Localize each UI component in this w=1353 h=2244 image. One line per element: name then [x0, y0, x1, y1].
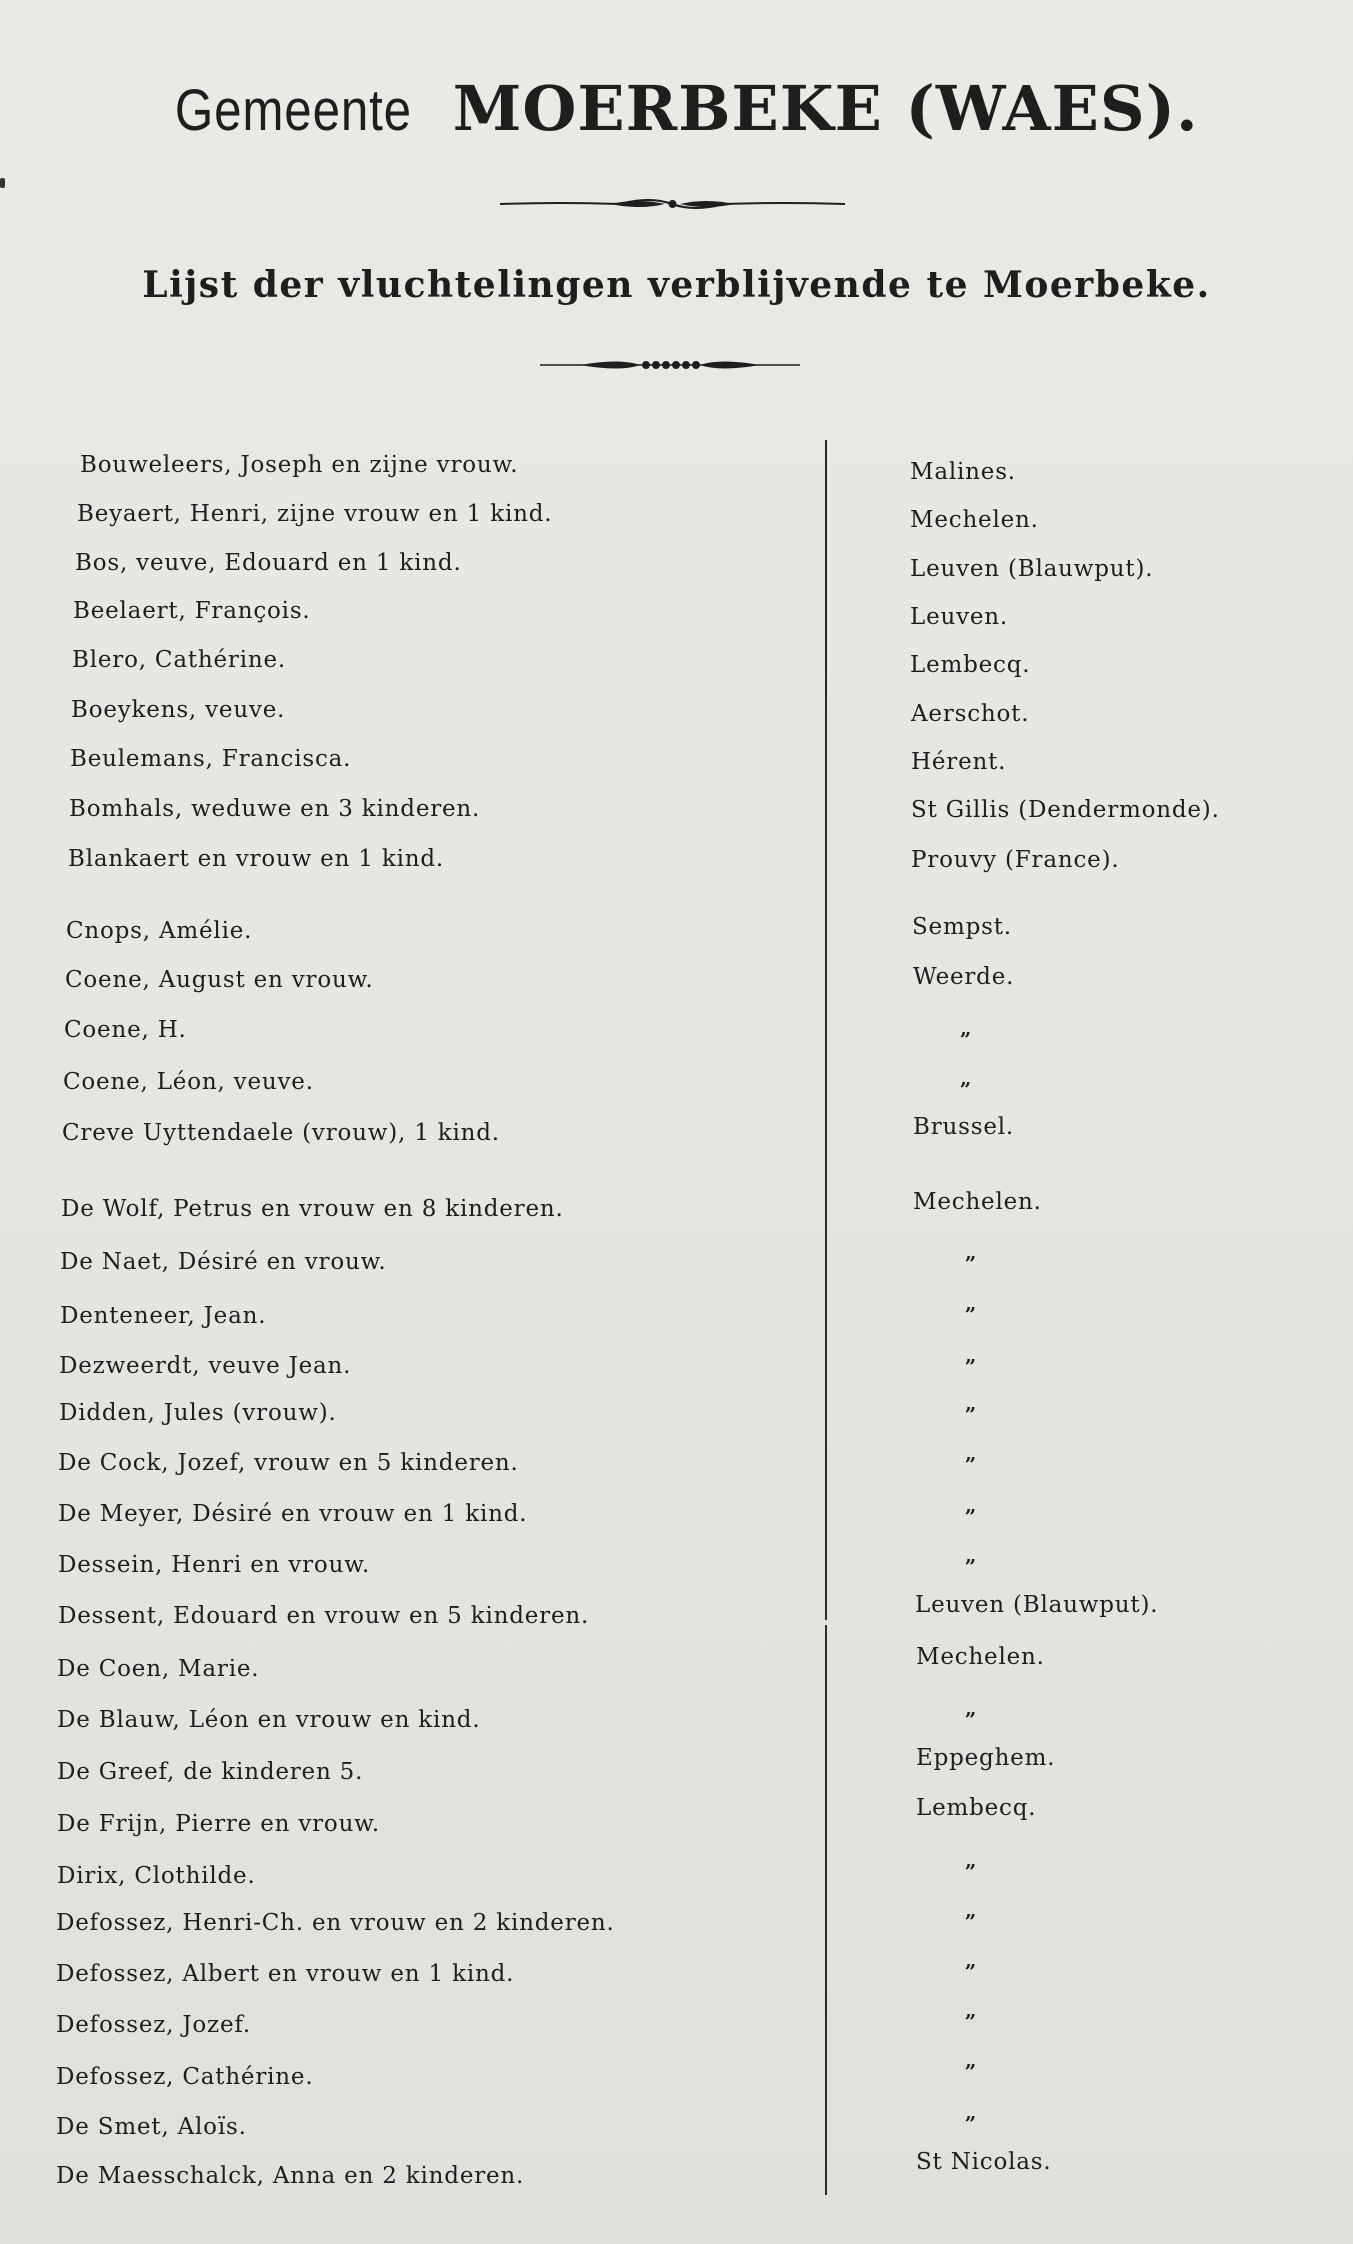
- refugee-name: Bouweleers, Joseph en zijne vrouw.: [80, 452, 519, 478]
- beaded-rule-icon: [540, 353, 800, 377]
- origin-place: Aerschot.: [911, 701, 1030, 727]
- origin-place: Eppeghem.: [916, 1745, 1056, 1771]
- origin-place: Lembecq.: [916, 1795, 1037, 1821]
- refugee-name: De Wolf, Petrus en vrouw en 8 kinderen.: [61, 1196, 564, 1222]
- ditto-mark: „: [965, 1240, 978, 1264]
- refugee-name: De Greef, de kinderen 5.: [57, 1759, 364, 1785]
- refugee-name: Boeykens, veuve.: [71, 697, 286, 723]
- refugee-name: Coene, H.: [64, 1017, 187, 1043]
- origin-place: Hérent.: [911, 749, 1007, 775]
- origin-place: Brussel.: [913, 1114, 1014, 1140]
- refugee-name: Beulemans, Francisca.: [70, 746, 352, 772]
- ditto-mark: „: [960, 1066, 973, 1090]
- origin-place: Leuven (Blauwput).: [910, 556, 1154, 582]
- refugee-name: De Coen, Marie.: [57, 1656, 260, 1682]
- refugee-name: De Maesschalck, Anna en 2 kinderen.: [56, 2163, 525, 2189]
- ditto-mark: „: [965, 1948, 978, 1972]
- refugee-name: De Meyer, Désiré en vrouw en 1 kind.: [58, 1501, 528, 1527]
- ditto-mark: „: [965, 1391, 978, 1415]
- origin-place: Leuven.: [910, 604, 1009, 630]
- ditto-mark: „: [965, 1493, 978, 1517]
- ditto-mark: „: [965, 1898, 978, 1922]
- refugee-name: Cnops, Amélie.: [66, 918, 253, 944]
- refugee-name: Dessent, Edouard en vrouw en 5 kinderen.: [58, 1603, 590, 1629]
- origin-place: Weerde.: [913, 964, 1015, 990]
- refugee-name: Defossez, Albert en vrouw en 1 kind.: [56, 1961, 515, 1987]
- ditto-mark: „: [965, 2100, 978, 2124]
- origin-place: St Gillis (Dendermonde).: [911, 797, 1220, 823]
- refugee-name: Defossez, Henri-Ch. en vrouw en 2 kinderen.: [56, 1910, 615, 1936]
- refugee-name: Dirix, Clothilde.: [57, 1863, 256, 1889]
- refugee-name: Blero, Cathérine.: [72, 647, 286, 673]
- origin-place: Malines.: [910, 459, 1016, 485]
- ditto-mark: „: [965, 1441, 978, 1465]
- ditto-mark: „: [965, 1543, 978, 1567]
- origin-place: Mechelen.: [913, 1189, 1042, 1215]
- refugee-name: Bomhals, weduwe en 3 kinderen.: [69, 796, 481, 822]
- origin-place: Sempst.: [912, 914, 1012, 940]
- refugee-name: De Frijn, Pierre en vrouw.: [57, 1811, 381, 1837]
- refugee-name: De Blauw, Léon en vrouw en kind.: [57, 1707, 481, 1733]
- ditto-mark: „: [965, 1291, 978, 1315]
- title-municipality-label: Gemeente: [175, 78, 413, 143]
- refugee-name: Coene, Léon, veuve.: [63, 1069, 314, 1095]
- ornamental-rule-icon: [500, 192, 845, 216]
- origin-place: St Nicolas.: [916, 2149, 1052, 2175]
- refugee-name: Creve Uyttendaele (vrouw), 1 kind.: [62, 1120, 500, 1146]
- refugee-name: Defossez, Jozef.: [56, 2012, 251, 2038]
- ditto-mark: „: [965, 1998, 978, 2022]
- origin-place: Mechelen.: [916, 1644, 1045, 1670]
- refugee-name: Defossez, Cathérine.: [56, 2064, 314, 2090]
- ditto-mark: „: [960, 1016, 973, 1040]
- refugee-name: Didden, Jules (vrouw).: [59, 1400, 337, 1426]
- column-divider-top: [825, 440, 827, 1620]
- refugee-name: Coene, August en vrouw.: [65, 967, 374, 993]
- title-municipality-name: MOERBEKE (WAES).: [452, 72, 1199, 145]
- ditto-mark: „: [965, 1848, 978, 1872]
- ditto-mark: „: [965, 1696, 978, 1720]
- ditto-mark: „: [965, 2048, 978, 2072]
- origin-place: Lembecq.: [910, 652, 1031, 678]
- margin-mark: [0, 178, 5, 188]
- refugee-name: De Cock, Jozef, vrouw en 5 kinderen.: [58, 1450, 519, 1476]
- refugee-name: De Smet, Aloïs.: [56, 2114, 247, 2140]
- column-divider-bottom: [825, 1625, 827, 2195]
- page-title: [0, 72, 1353, 145]
- refugee-name: Denteneer, Jean.: [60, 1303, 267, 1329]
- refugee-name: Dessein, Henri en vrouw.: [58, 1552, 371, 1578]
- refugee-name: Beyaert, Henri, zijne vrouw en 1 kind.: [77, 501, 553, 527]
- refugee-name: De Naet, Désiré en vrouw.: [60, 1249, 387, 1275]
- refugee-name: Blankaert en vrouw en 1 kind.: [68, 846, 444, 872]
- origin-place: Mechelen.: [910, 507, 1039, 533]
- refugee-name: Bos, veuve, Edouard en 1 kind.: [75, 550, 462, 576]
- ditto-mark: „: [965, 1343, 978, 1367]
- refugee-name: Beelaert, François.: [73, 598, 311, 624]
- origin-place: Prouvy (France).: [911, 847, 1120, 873]
- page-subtitle: Lijst der vluchtelingen verblijvende te Moerbeke.: [142, 264, 1211, 306]
- origin-place: Leuven (Blauwput).: [915, 1592, 1159, 1618]
- refugee-name: Dezweerdt, veuve Jean.: [59, 1353, 352, 1379]
